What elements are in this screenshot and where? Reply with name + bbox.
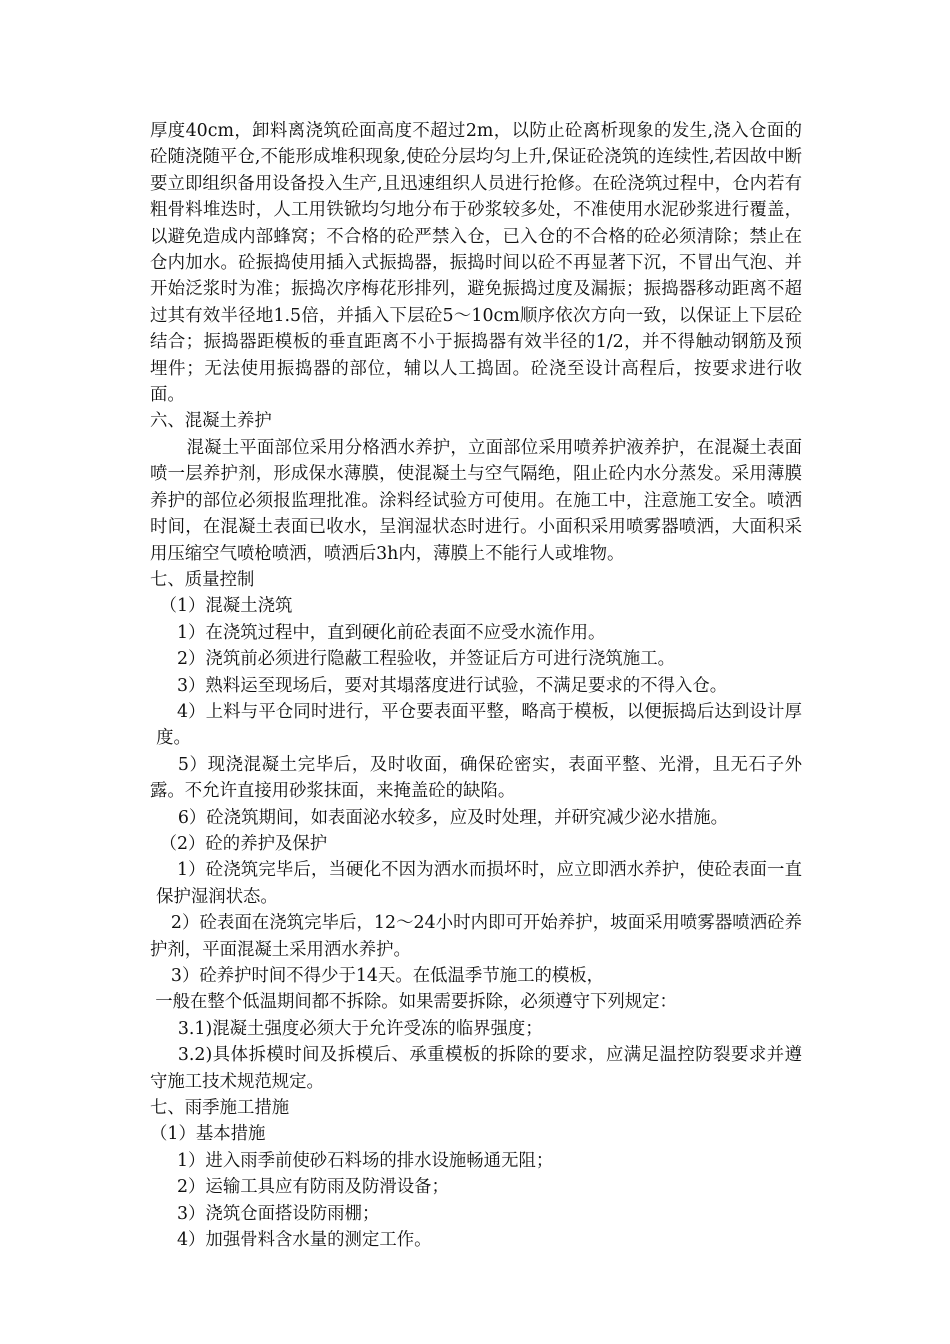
- section-heading-curing: 六、混凝土养护: [150, 411, 272, 432]
- list-item-continuation: 一般在整个低温期间都不拆除。如果需要拆除，必须遵守下列规定：: [155, 992, 677, 1013]
- list-item: 1）在浇筑过程中，直到硬化前砼表面不应受水流作用。: [176, 622, 606, 643]
- list-item: 3）熟料运至现场后，要对其塌落度进行试验，不满足要求的不得入仓。: [176, 675, 728, 696]
- list-item: 4）加强骨料含水量的测定工作。: [176, 1230, 432, 1251]
- subheading-basic-measures: （1）基本措施: [150, 1124, 266, 1145]
- section-heading-rainy-season: 七、雨季施工措施: [150, 1098, 290, 1119]
- list-item: 2）运输工具应有防雨及防滑设备；: [176, 1177, 449, 1198]
- list-item: 3.2)具体拆模时间及拆模后、承重模板的拆除的要求，应满足温控防裂要求并遵守施工技术规范规定。: [150, 1045, 802, 1092]
- paragraph-concrete-pouring: 厚度40cm，卸料离浇筑砼面高度不超过2m，以防止砼离析现象的发生,浇入仓面的砼随浇随平仓,不能形成堆积现象,使砼分层均匀上升,保证砼浇筑的连续性,若因故中断要立即组织备用设备投入生产,且迅速组织人员进行抢修。在砼浇筑过程中，仓内若有粗骨料堆迭时，人工用铁锨均匀地分布于砂浆较多处，不准使用水泥砂浆进行覆盖，以避免造成内部蜂窝；不合格的砼严禁入仓，已入仓的不合格的砼必须清除；禁止在仓内加水。砼振捣使用插入式振捣器，振捣时间以砼不再显著下沉，不冒出气泡、并开始泛浆时为准；振捣次序梅花形排列，避免振捣过度及漏振；振捣器移动距离不超过其有效半径地1.5倍，并插入下层砼5～10cm顺序依次方向一致，以保证上下层砼结合；振捣器距模板的垂直距离不小于振捣器有效半径的1/2，并不得触动钢筋及预埋件；无法使用振捣器的部位，辅以人工捣固。砼浇至设计高程后，按要求进行收面。: [150, 121, 802, 406]
- list-item: 4）上料与平仓同时进行，平仓要表面平整，略高于模板，以便振捣后达到设计厚度。: [156, 701, 802, 749]
- list-item: 2）砼表面在浇筑完毕后，12～24小时内即可开始养护，坡面采用喷雾器喷洒砼养护剂，平面混凝土采用洒水养护。: [150, 913, 802, 960]
- section-heading-quality-control: 七、质量控制: [150, 569, 255, 590]
- list-item: 5）现浇混凝土完毕后，及时收面，确保砼密实，表面平整、光滑，且无石子外露。不允许直接用砂浆抹面，来掩盖砼的缺陷。: [150, 754, 802, 802]
- subheading-concrete-pouring: （1）混凝土浇筑: [159, 596, 293, 617]
- list-item: 3）砼养护时间不得少于14天。在低温季节施工的模板，: [170, 966, 605, 986]
- list-item: 1）砼浇筑完毕后，当硬化不因为洒水而损坏时，应立即洒水养护，使砼表面一直保护湿润状态。: [156, 860, 802, 907]
- paragraph-curing: 混凝土平面部位采用分格洒水养护，立面部位采用喷养护液养护，在混凝土表面喷一层养护剂，形成保水薄膜，使混凝土与空气隔绝，阻止砼内水分蒸发。采用薄膜养护的部位必须报监理批准。涂料经试验方可使用。在施工中，注意施工安全。喷洒时间，在混凝土表面已收水，呈润湿状态时进行。小面积采用喷雾器喷洒，大面积采用压缩空气喷枪喷洒，喷洒后3h内，薄膜上不能行人或堆物。: [150, 437, 802, 564]
- list-item: 6）砼浇筑期间，如表面泌水较多，应及时处理，并研究减少泌水措施。: [177, 807, 729, 828]
- list-item: 1）进入雨季前使砂石料场的排水设施畅通无阻；: [176, 1150, 554, 1171]
- list-item: 3.1)混凝土强度必须大于允许受冻的临界强度；: [177, 1018, 543, 1039]
- document-body: [150, 118, 802, 1253]
- list-item: 3）浇筑仓面搭设防雨棚；: [176, 1203, 380, 1224]
- subheading-curing-protection: （2）砼的养护及保护: [159, 833, 328, 854]
- list-item: 2）浇筑前必须进行隐蔽工程验收，并签证后方可进行浇筑施工。: [176, 649, 675, 670]
